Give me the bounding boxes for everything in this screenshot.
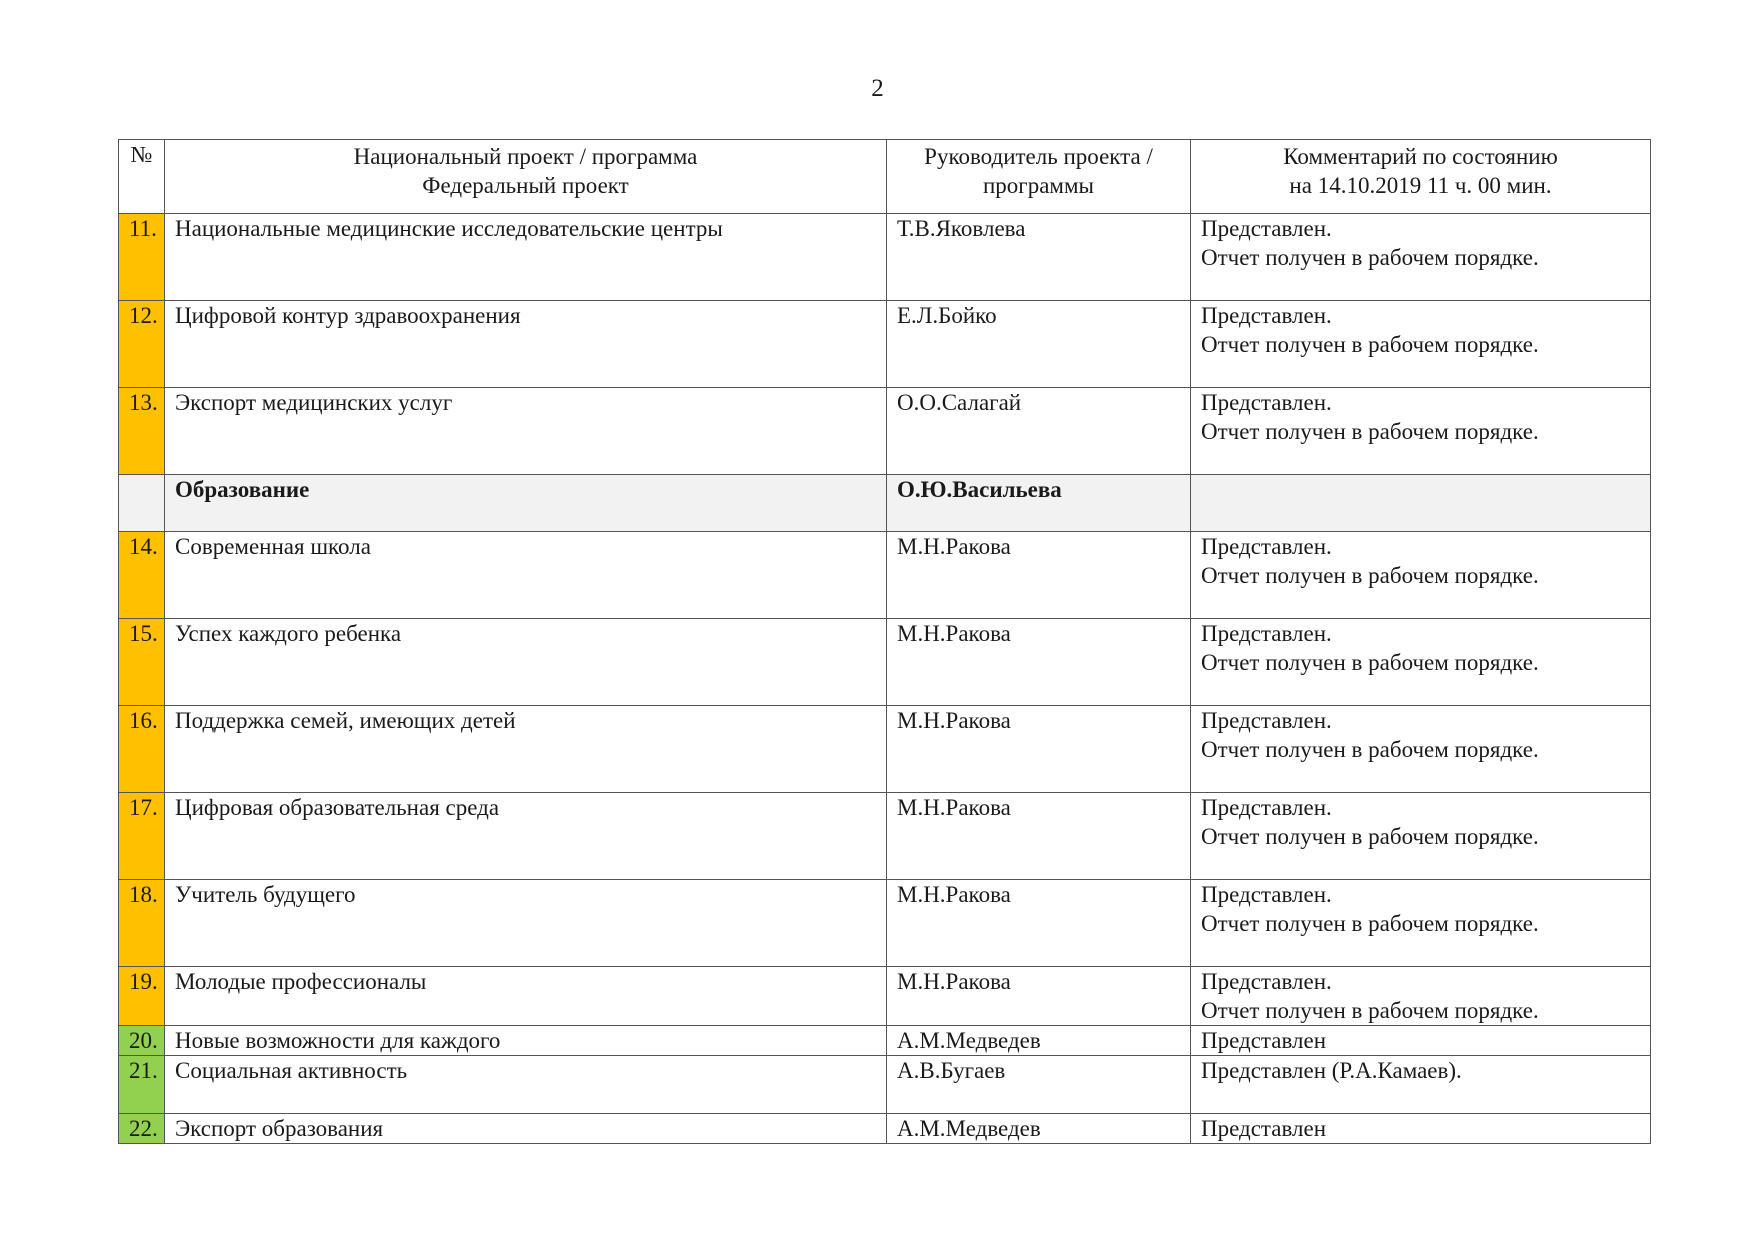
table-row xyxy=(119,1114,1651,1144)
project-leader: М.Н.Ракова xyxy=(887,619,1191,706)
comment-line2: Отчет получен в рабочем порядке. xyxy=(1201,911,1539,936)
project-leader: М.Н.Ракова xyxy=(887,706,1191,793)
header-leader-line2: программы xyxy=(982,173,1094,198)
table-row xyxy=(119,706,1651,793)
section-comment-cell xyxy=(1191,475,1651,532)
comment-line2: Отчет получен в рабочем порядке. xyxy=(1201,332,1539,357)
comment-line2: Отчет получен в рабочем порядке. xyxy=(1201,998,1539,1023)
table-row xyxy=(119,619,1651,706)
row-number: 19. xyxy=(119,967,165,1026)
comment-line1: Представлен. xyxy=(1201,882,1332,907)
row-number: 14. xyxy=(119,532,165,619)
comment-line1: Представлен. xyxy=(1201,708,1332,733)
project-name: Современная школа xyxy=(165,532,887,619)
project-name: Цифровой контур здравоохранения xyxy=(165,301,887,388)
project-name: Экспорт медицинских услуг xyxy=(165,388,887,475)
comment-line1: Представлен. xyxy=(1201,390,1332,415)
table-row xyxy=(119,793,1651,880)
project-leader: Т.В.Яковлева xyxy=(887,214,1191,301)
project-name: Социальная активность xyxy=(165,1056,887,1114)
section-title: Образование xyxy=(165,475,887,532)
row-number: 18. xyxy=(119,880,165,967)
table-row xyxy=(119,532,1651,619)
header-project-line2: Федеральный проект xyxy=(422,173,629,198)
projects-status-table xyxy=(118,139,1651,1144)
table-row xyxy=(119,880,1651,967)
row-number: 21. xyxy=(119,1056,165,1114)
status-comment xyxy=(1191,793,1651,880)
status-comment xyxy=(1191,301,1651,388)
status-comment xyxy=(1191,880,1651,967)
project-name: Молодые профессионалы xyxy=(165,967,887,1026)
project-leader: М.Н.Ракова xyxy=(887,793,1191,880)
comment-line2: Отчет получен в рабочем порядке. xyxy=(1201,650,1539,675)
project-name: Экспорт образования xyxy=(165,1114,887,1144)
project-name: Национальные медицинские исследовательские центры xyxy=(165,214,887,301)
status-comment xyxy=(1191,214,1651,301)
table-row xyxy=(119,967,1651,1026)
row-number: 13. xyxy=(119,388,165,475)
project-leader: М.Н.Ракова xyxy=(887,880,1191,967)
table-row xyxy=(119,214,1651,301)
comment-line2: Отчет получен в рабочем порядке. xyxy=(1201,824,1539,849)
table-row xyxy=(119,1056,1651,1114)
comment-line1: Представлен. xyxy=(1201,216,1332,241)
status-comment xyxy=(1191,619,1651,706)
comment-line2: Отчет получен в рабочем порядке. xyxy=(1201,419,1539,444)
page-number: 2 xyxy=(871,75,884,102)
row-number: 11. xyxy=(119,214,165,301)
project-name: Учитель будущего xyxy=(165,880,887,967)
comment-line2: Отчет получен в рабочем порядке. xyxy=(1201,563,1539,588)
section-row xyxy=(119,475,1651,532)
section-leader: О.Ю.Васильева xyxy=(887,475,1191,532)
comment-line1: Представлен. xyxy=(1201,969,1332,994)
project-leader: А.М.Медведев xyxy=(887,1114,1191,1144)
header-leader-line1: Руководитель проекта / xyxy=(924,144,1153,169)
project-leader: М.Н.Ракова xyxy=(887,967,1191,1026)
header-project xyxy=(165,140,887,214)
header-number xyxy=(119,140,165,214)
comment-line1: Представлен. xyxy=(1201,795,1332,820)
project-leader: М.Н.Ракова xyxy=(887,532,1191,619)
status-comment: Представлен xyxy=(1191,1026,1651,1056)
table-row xyxy=(119,388,1651,475)
row-number: 17. xyxy=(119,793,165,880)
project-leader: Е.Л.Бойко xyxy=(887,301,1191,388)
header-project-line1: Национальный проект / программа xyxy=(353,144,698,169)
comment-line2: Отчет получен в рабочем порядке. xyxy=(1201,245,1539,270)
row-number: 16. xyxy=(119,706,165,793)
header-comment-line1: Комментарий по состоянию xyxy=(1283,144,1558,169)
row-number: 12. xyxy=(119,301,165,388)
project-name: Новые возможности для каждого xyxy=(165,1026,887,1056)
comment-line1: Представлен. xyxy=(1201,534,1332,559)
status-comment xyxy=(1191,706,1651,793)
project-leader: А.В.Бугаев xyxy=(887,1056,1191,1114)
project-name: Успех каждого ребенка xyxy=(165,619,887,706)
table-header-row xyxy=(119,140,1651,214)
header-leader xyxy=(887,140,1191,214)
table-row xyxy=(119,301,1651,388)
project-name: Поддержка семей, имеющих детей xyxy=(165,706,887,793)
header-comment xyxy=(1191,140,1651,214)
project-leader: А.М.Медведев xyxy=(887,1026,1191,1056)
row-number: 15. xyxy=(119,619,165,706)
table-row xyxy=(119,1026,1651,1056)
header-comment-line2: на 14.10.2019 11 ч. 00 мин. xyxy=(1289,173,1552,198)
status-comment xyxy=(1191,967,1651,1026)
row-number: 22. xyxy=(119,1114,165,1144)
row-number: 20. xyxy=(119,1026,165,1056)
status-comment xyxy=(1191,388,1651,475)
status-comment: Представлен xyxy=(1191,1114,1651,1144)
status-comment: Представлен (Р.А.Камаев). xyxy=(1191,1056,1651,1114)
header-number-label: № xyxy=(130,142,153,167)
comment-line1: Представлен. xyxy=(1201,303,1332,328)
comment-line1: Представлен. xyxy=(1201,621,1332,646)
status-comment xyxy=(1191,532,1651,619)
project-name: Цифровая образовательная среда xyxy=(165,793,887,880)
comment-line2: Отчет получен в рабочем порядке. xyxy=(1201,737,1539,762)
section-number-cell xyxy=(119,475,165,532)
project-leader: О.О.Салагай xyxy=(887,388,1191,475)
